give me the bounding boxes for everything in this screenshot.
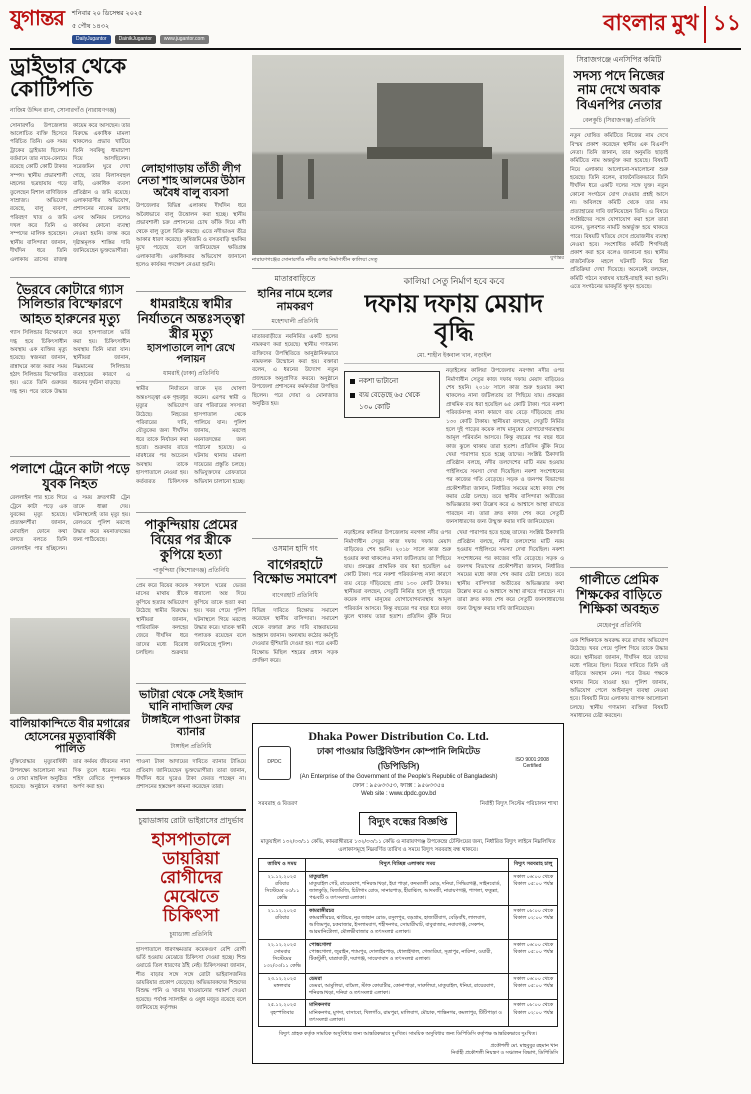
bridge-photo-credit: যুগান্তর [550, 254, 564, 261]
sub1-body: উপজেলার বিভিন্ন এলাকায় দীর্ঘদিন ধরে অবৈধভাবে বালু উত্তোলন করা হচ্ছে। স্থানীয় প্রভাবশালী চক্র প্রশাসনের চোখ ফাঁকি দিয়ে নদী থেকে বালু তুলে বিক্রি করছে। এতে নদীভাঙন তীব্র আকার ধারণ করেছে। কৃষিজমি ও বসতবাড়ি হুমকির মুখে পড়েছে বলে জানিয়েছেন ক্ষতিগ্রস্ত এলাকাবাসী। একাধিকবার অভিযোগ জানানো হলেও কার্যকর পদক্ষেপ নেওয়া হয়নি। [136, 203, 246, 269]
col2-bottom-body: হাসপাতালে ধারণক্ষমতার কয়েকগুণ বেশি রোগী ভর্তি হওয়ায় মেঝেতে চিকিৎসা দেওয়া হচ্ছে। শিশু ওয়ার্ডে তিল ধারণের ঠাঁই নেই। চিকিৎসকরা জানান, শীত বাড়ার সঙ্গে সঙ্গে রোটা ভাইরাসজনিত ডায়রিয়ার প্রকোপ বেড়েছে। অভিভাবকদের শিশুদের বিশুদ্ধ পানি ও খাবার খাওয়ানোর পরামর্শ দেওয়া হয়েছে। পর্যাপ্ত স্যালাইন ও ওষুধ মজুত রয়েছে বলে জানিয়েছে কর্তৃপক্ষ। [136, 946, 246, 1012]
dpdc-sub-en: (An Enterprise of the Government of the People's Republic of Bangladesh) [299, 773, 498, 780]
cell-area-text: মানিকনগর, মুগদা, বাসাবো, খিলগাঁও, রামপুরা, মালিবাগ, মৌচাক, শান্তিনগর, কমলাপুর, টিটিপাড়া ও তৎসংলগ্ন এলাকা। [309, 1009, 502, 1023]
col2-story1-body: স্বামীর নির্যাতনে অন্তঃসত্ত্বা এক গৃহবধূর মৃত্যুর অভিযোগ উঠেছে। নিহতের পরিবারের দাবি, যৌতুকের জন্য দীর্ঘদিন ধরে তাকে নির্যাতন করা হতো। শুক্রবার রাতে মারধরের পর অচেতন অবস্থায় তাকে হাসপাতালে নেওয়া হয়। কর্তব্যরত চিকিৎসক তাকে মৃত ঘোষণা করেন। এরপর স্বামী ও তার পরিবারের সদস্যরা হাসপাতাল থেকে পালিয়ে যান। পুলিশ জানায়, মরদেহ ময়নাতদন্তের জন্য পাঠানো হয়েছে। এ ঘটনায় থানায় মামলা দায়েরের প্রস্তুতি চলছে। অভিযুক্তদের গ্রেফতারে অভিযান চালানো হচ্ছে। [136, 386, 246, 485]
center-body-part: নড়াইলের কালিয়া উপজেলায় নবগঙ্গা নদীর ওপর নির্মাণাধীন সেতুর কাজ দফায় দফায় মেয়াদ বাড়িয়েও শেষ হয়নি। ২০১৮ সালে কাজ শুরু হওয়ার কথা থাকলেও নানা জটিলতায় তা পিছিয়ে যায়। প্রকল্পের প্রাথমিক ব্যয় ধরা হয়েছিল ৬৫ কোটি টাকা। পরে নকশা পরিবর্তনসহ নানা কারণে ব্যয় বেড়ে দাঁড়িয়েছে প্রায় ১৩০ কোটি টাকায়। স্থানীয়রা বলছেন, সেতুটি নির্মিত হলে দুই পাড়ের কয়েক লাখ মানুষের যোগাযোগব্যবস্থায় আমূল পরিবর্তন আসবে। কিন্তু বছরের পর বছর ধরে কাজ ঝুলে থাকায় তারা হতাশ। প্রতিদিন ঝুঁকি নিয়ে খেয়া পারাপার হতে হচ্ছে তাদের। সংশ্লিষ্ট ঠিকাদারি প্রতিষ্ঠান বলছে, নদীর তলদেশের মাটি নরম হওয়ায় পাইলিংয়ে সমস্যা দেখা দিয়েছিল। নকশা সংশোধনের পর কাজের গতি বেড়েছে। সড়ক ও জনপথ বিভাগের প্রকৌশলীরা জানান, নির্ধারিত সময়ের মধ্যে কাজ শেষ করার চেষ্টা চলছে। তবে স্থানীয় বাসিন্দারা অতীতের অভিজ্ঞতার কথা উল্লেখ করে এ আশ্বাসে আস্থা রাখতে পারছেন না। তারা দ্রুত কাজ শেষ করে সেতুটি জনসাধারণের জন্য উন্মুক্ত করার দাবি জানিয়েছেন। [446, 368, 564, 525]
th-date: তারিখ ও সময় [259, 859, 306, 872]
center-byline: মো. শাহীন ইকবাল খান, নড়াইল [344, 350, 564, 364]
table-row [259, 973, 558, 1000]
th-area: বিদ্যুৎ বিচ্ছিন্ন এলাকার সময় [306, 859, 509, 872]
right-story1-body: নতুন ঘোষিত কমিটিতে নিজের নাম দেখে বিস্ময় প্রকাশ করেছেন স্থানীয় এক বিএনপি নেতা। তিনি জানান, তার অনুমতি ছাড়াই কমিটিতে নাম অন্তর্ভুক্ত করা হয়েছে। বিষয়টি নিয়ে এলাকায় আলোচনা-সমালোচনা শুরু হয়েছে। তিনি বলেন, রাজনৈতিকভাবে তিনি দীর্ঘদিন ধরে একটি দলের সঙ্গে যুক্ত। নতুন কোনো সংগঠনে যোগ দেওয়ার প্রশ্নই আসে না। অবিলম্বে কমিটি থেকে তার নাম প্রত্যাহারের দাবি জানিয়েছেন তিনি। এ বিষয়ে সংশ্লিষ্টদের সঙ্গে যোগাযোগ করা হলে তারা বলেন, ভুলবশত নামটি অন্তর্ভুক্ত হয়ে থাকতে পারে। বিষয়টি খতিয়ে দেখে প্রয়োজনীয় ব্যবস্থা নেওয়া হবে। সংশোধিত কমিটি শিগগিরই প্রকাশ করা হবে বলেও জানানো হয়। স্থানীয় রাজনৈতিক মহলে ঘটনাটি নিয়ে মিশ্র প্রতিক্রিয়া দেখা দিয়েছে। অনেকেই বলছেন, কমিটি গঠনে যথাযথ যাচাই-বাছাই করা হয়নি। এতে সংগঠনের ভাবমূর্তি ক্ষুণ্ন হয়েছে। [570, 133, 668, 290]
col2-bottom-kicker: চুয়াডাঙ্গায় রোটা ভাইরাসের প্রাদুর্ভাব [138, 816, 244, 826]
ad-office-right: নির্বাহী বিদ্যুৎ সিস্টেম পরিচালন শাখা [480, 800, 558, 807]
th-restore: বিদ্যুৎ সরবরাহ চালু [509, 859, 558, 872]
page-number: ১১ [704, 6, 741, 43]
bullet-text-2: ব্যয় বেড়েছে ৬৫ থেকে ১৩০ কোটি [359, 391, 421, 411]
cell-area-text: মাতুয়াইল গেট, রায়েরবাগ, শনিরআখড়া, ইয়া পাড়া, কদমতলী মোড়, দনিয়া, সিদ্ধিরগঞ্জ, সাইনবোর্ড, জালকুড়ি, মিজমিজি, চিটাগাং রোড, সানারপাড়, হীরাঝিল, আদমজী, নারায়ণগঞ্জ, পাগলা, ফতুল্লা, পঞ্চবটি ও তৎসংলগ্ন এলাকা। [309, 880, 501, 902]
cell-area [306, 939, 509, 973]
ad-sign-title: নির্বাহী প্রকৌশলী নিয়ন্ত্রণ ও সঞ্চালন বিভাগ, ডিপিডিসি [450, 1050, 558, 1057]
cell-area-text: পোস্তগোলা, জুরাইন, শ্যামপুর, দোলাইরপাড়, ধোলাইখাল, গেন্ডারিয়া, সূত্রাপুর, নারিন্দা, ওয়ারী, টিকাটুলী, যাত্রাবাড়ী, দয়াগঞ্জ, সায়েদাবাদ ও তৎসংলগ্ন এলাকা। [309, 948, 492, 963]
cell-restore: সকাল ০৮:০০ থেকে বিকাল ০২:০০ পর্যন্ত [509, 905, 558, 939]
center-bottom-kicker: ওসমান হাদি গং [272, 543, 318, 553]
ad-sign-name: প্রকৌশলী মো. মাহবুবুর রহমান খান [490, 1042, 558, 1049]
section-title: বাংলার মুখ [603, 10, 699, 35]
table-row [259, 1000, 558, 1027]
cell-area-text: কামরাঙ্গীরচর, ঝাউচর, নুর জাহান রোড, রসুলপুর, বড়গ্রাম, হাজারীবাগ, বেড়িবাঁধ, লালবাগ, আজিমপুর, চকবাজার, ইসলামবাগ, শহীদনগর, সোয়ারীঘাট, বাবুবাজার, নবাবগঞ্জ, সেকশন, আরমানিটোলা, মৌলভীবাজার ও তৎসংলগ্ন এলাকা। [309, 914, 486, 936]
bullet-square-1 [350, 379, 355, 384]
right-story1-headline: সদস্য পদে নিজের নাম দেখে অবাক বিএনপির নেতার [573, 67, 665, 112]
center-body-cont: নড়াইলের কালিয়া উপজেলায় নবগঙ্গা নদীর ওপর নির্মাণাধীন সেতুর কাজ দফায় দফায় মেয়াদ বাড়িয়েও শেষ হয়নি। ২০১৮ সালে কাজ শুরু হওয়ার কথা থাকলেও নানা জটিলতায় তা পিছিয়ে যায়। প্রকল্পের প্রাথমিক ব্যয় ধরা হয়েছিল ৬৫ কোটি টাকা। পরে নকশা পরিবর্তনসহ নানা কারণে ব্যয় বেড়ে দাঁড়িয়েছে প্রায় ১৩০ কোটি টাকায়। স্থানীয়রা বলছেন, সেতুটি নির্মিত হলে দুই পাড়ের কয়েক লাখ মানুষের যোগাযোগব্যবস্থায় আমূল পরিবর্তন আসবে। কিন্তু বছরের পর বছর ধরে কাজ ঝুলে থাকায় তারা হতাশ। প্রতিদিন ঝুঁকি নিয়ে খেয়া পারাপার হতে হচ্ছে তাদের। সংশ্লিষ্ট ঠিকাদারি প্রতিষ্ঠান বলছে, নদীর তলদেশের মাটি নরম হওয়ায় পাইলিংয়ে সমস্যা দেখা দিয়েছিল। নকশা সংশোধনের পর কাজের গতি বেড়েছে। সড়ক ও জনপথ বিভাগের প্রকৌশলীরা জানান, নির্ধারিত সময়ের মধ্যে কাজ শেষ করার চেষ্টা চলছে। তবে স্থানীয় বাসিন্দারা অতীতের অভিজ্ঞতার কথা উল্লেখ করে এ আশ্বাসে আস্থা রাখতে পারছেন না। তারা দ্রুত কাজ শেষ করে সেতুটি জনসাধারণের জন্য উন্মুক্ত করার দাবি জানিয়েছেন। [344, 530, 564, 621]
facebook-icon-2[interactable] [115, 35, 156, 44]
cell-date [259, 973, 306, 1000]
dpdc-title-bn: ঢাকা পাওয়ার ডিস্ট্রিবিউশন কোম্পানি লিমিটেড (ডিপিডিসি) [316, 745, 481, 771]
center-headline: দফায় দফায় মেয়াদ বৃদ্ধি [364, 291, 544, 347]
lead-body: সোনারগাঁও উপজেলার আলোচিত ব্যক্তি হিসেবে পরিচিত তিনি। এক সময় ট্রাকের ড্রাইভার ছিলেন। বর্তমানে তার নামে-বেনামে রয়েছে কোটি কোটি টাকার সম্পদ। স্থানীয় প্রভাবশালী মহলের ছত্রছায়ায় গড়ে তুলেছেন বিশাল বাণিজ্যিক সাম্রাজ্য। অভিযোগ রয়েছে, বালু ব্যবসা, পরিবহণ খাত ও জমি দখল করে তিনি এ সম্পদের মালিক হয়েছেন। স্থানীয় বাসিন্দারা জানান, দীর্ঘদিন ধরে তিনি এলাকায় ত্রাসের রাজত্ব কায়েম করে আসছেন। তার বিরুদ্ধে একাধিক মামলা থাকলেও প্রভাব খাটিয়ে তিনি সবকিছু ধামাচাপা দিয়ে আসছিলেন। সরেজমিন ঘুরে দেখা গেছে, তার বিলাসবহুল বাড়ি, একাধিক ব্যবসা প্রতিষ্ঠান ও জমি রয়েছে। এলাকাবাসীর অভিযোগ, প্রশাসনের নাকের ডগায় এসব অনিয়ম চললেও কার্যকর কোনো ব্যবস্থা নেওয়া হয়নি। তদন্ত করে দৃষ্টান্তমূলক শাস্তির দাবি জানিয়েছেন ভুক্তভোগীরা। [10, 122, 130, 263]
masthead-left [10, 6, 209, 44]
divider-7 [252, 268, 564, 269]
divider-8 [252, 538, 338, 539]
lead-headline: ড্রাইভার থেকে কোটিপতি [10, 53, 127, 102]
bridge-photo-caption: নারায়ণগঞ্জের সোনারগাঁও নদীর ওপর নির্মাণাধীন কালিয়া সেতু [252, 256, 378, 263]
masthead-meta [72, 6, 209, 44]
divider-9 [570, 567, 668, 568]
col1-story1-headline: ভৈরবে কোটারে গ্যাস সিলিন্ডার বিস্ফোরণে আহত হারুনের মৃত্যু [16, 281, 124, 326]
cell-area [306, 871, 509, 905]
col1-photo-caption: বালিয়াকান্দিতে বীর মগারের হোসেনের মৃত্যুবার্ষিকী পালিত [10, 718, 130, 755]
right-story2-body: এক শিক্ষিকাকে অবরুদ্ধ করে রাখার অভিযোগ উঠেছে। খবর পেয়ে পুলিশ গিয়ে তাকে উদ্ধার করে। স্থানীয়রা জানান, দীর্ঘদিন ধরে তাদের মধ্যে পরিচয় ছিল। বিয়ের দাবিতে তিনি ওই বাড়িতে অবস্থান নেন। পরে উভয় পক্ষকে থানায় নিয়ে যাওয়া হয়। পুলিশ জানায়, অভিযোগ পেলে আইনানুগ ব্যবস্থা নেওয়া হবে। বিষয়টি নিয়ে এলাকায় ব্যাপক আলোচনা চলছে। স্থানীয় গণ্যমান্য ব্যক্তিরা বিষয়টি সমাধানের চেষ্টা করছেন। [570, 637, 668, 720]
col2-bottom-headline: হাসপাতালে ডায়রিয়া রোগীদের মেঝেতে চিকিৎসা [151, 830, 231, 926]
col2-story1-sub: হাসপাতালে লাশ রেখে পলায়ন [147, 343, 235, 366]
newspaper-logo: যুগান্তর [10, 6, 64, 30]
outage-table [258, 858, 558, 1027]
cell-area-text: ডেমরা, আমুলিয়া, বামৈল, স্টাফ কোয়ার্টার, কোনাপাড়া, সারুলিয়া, মাতুয়াইল, ধনিয়া, রায়েরবাগ, শনিরআখড়া, দনিয়া ও তৎসংলগ্ন এলাকা। [309, 982, 495, 997]
right-story1-kicker: সিরাজগঞ্জে এনসিপির কমিটি [576, 54, 662, 64]
center-left-byline: মহেশখালী প্রতিনিধি [252, 316, 338, 330]
social-label-1: DailyJugantor [75, 36, 107, 42]
divider-1 [10, 277, 130, 278]
iso-text: ISO 9001:2008 Certified [515, 756, 549, 769]
dpdc-logo [258, 746, 291, 780]
right-story2-headline: গালীতে প্রেমিক শিক্ষকের বাড়িতে শিক্ষিকা অবহৃত [576, 572, 662, 617]
center-bullets [344, 371, 440, 418]
col1-story2-body: রেললাইন পার হতে গিয়ে ট্রেনে কাটা পড়ে এক যুবকের মৃত্যু হয়েছে। প্রত্যক্ষদর্শীরা জানান, মোবাইল ফোনে কথা বলতে বলতে তিনি রেললাইন পার হচ্ছিলেন। এ সময় দ্রুতগামী ট্রেন তাকে ধাক্কা দেয়। ঘটনাস্থলেই তার মৃত্যু হয়। রেলওয়ে পুলিশ মরদেহ উদ্ধার করে ময়নাতদন্তের জন্য পাঠিয়েছে। [10, 495, 130, 552]
divider-6 [136, 809, 246, 811]
bullet-square-2 [350, 393, 355, 398]
right-story2-byline: মেহেরপুর প্রতিনিধি [570, 620, 668, 634]
table-header-row [259, 859, 558, 872]
cell-area [306, 1000, 509, 1027]
column-1 [10, 55, 130, 1085]
col2-bottom-byline: চুয়াডাঙ্গা প্রতিনিধি [136, 929, 246, 943]
sub1-headline: লোহাগাড়ায় তাঁতী লীগ নেতা শাহ আলমের উঠান অবৈধ বালু ব্যবসা [136, 162, 245, 200]
cell-date [259, 905, 306, 939]
divider-4 [136, 512, 246, 513]
center-bottom-byline: বাগেরহাট প্রতিনিধি [252, 590, 338, 604]
col1-last-body: মুক্তিযোদ্ধার মৃত্যুবার্ষিকী উপলক্ষ্যে আলোচনা সভা ও দোয়া মাহফিল অনুষ্ঠিত হয়েছে। অনুষ্ঠানে বক্তারা তার কর্মময় জীবনের নানা দিক তুলে ধরেন। পরে শহিদ বেদিতে পুষ্পস্তবক অর্পণ করা হয়। [10, 759, 130, 791]
ad-signature [258, 1043, 558, 1058]
dpdc-head [299, 729, 498, 797]
cell-date-text: ২৩.১২.২০২৫ মঙ্গলবার [267, 975, 297, 989]
column-2 [136, 55, 246, 1085]
col2-story3-body: পাওনা টাকা আদায়ের দাবিতে ব্যানার টাঙিয়ে প্রতিবাদ জানিয়েছেন ভুক্তভোগীরা। তারা জানান, দীর্ঘদিন ধরে ঘুরেও টাকা ফেরত পাচ্ছেন না। প্রশাসনের হস্তক্ষেপ কামনা করেছেন তারা। [136, 759, 246, 791]
cell-restore: সকাল ০৬:০০ থেকে বিকাল ০৫:০০ পর্যন্ত [509, 871, 558, 905]
cell-area-title: পোস্তগোলা [309, 941, 332, 948]
cell-date [259, 1000, 306, 1027]
ad-footer-note: বিদ্যুৎ গ্রাহক কর্তৃক সাময়িক অসুবিধার জন্য আন্তরিকভাবে দুঃখিত। সাময়িক অসুবিধার জন্য ডিপিডিসি কর্তৃপক্ষ আন্তরিকভাবে দুঃখিত। [278, 1031, 538, 1038]
center-left-headline: হানির নামে হলের নামকরণ [257, 288, 333, 313]
cell-date [259, 939, 306, 973]
divider-3 [136, 291, 246, 292]
col2-story2-byline: পাকুন্দিয়া (কিশোরগঞ্জ) প্রতিনিধি [136, 565, 246, 579]
table-row [259, 905, 558, 939]
cell-date-text: ২২.১২.২০২৫ সোমবার [267, 941, 297, 955]
social-label-2: DainikJugantor [118, 36, 152, 42]
col2-story1-byline: ধামরাই (ঢাকা) প্রতিনিধি [136, 368, 246, 382]
column-4 [570, 55, 668, 1085]
dpdc-phone: ফোন : ৯৫৬৩৩৫৩, ফ্যাক্স : ৯৫৬৩৩৫৪ [352, 782, 445, 789]
iso-badge [506, 757, 558, 769]
divider-2 [10, 456, 130, 457]
center-left-kicker: মাতারবাড়িতে [274, 274, 316, 284]
cell-date-text: ২১.১২.২০২৫ রবিবার [267, 873, 297, 887]
right-story1-byline: বেলকুচি (সিরাজগঞ্জ) প্রতিনিধি [570, 115, 668, 129]
cell-area-title: মানিকনগর [309, 1002, 331, 1009]
cell-area [306, 905, 509, 939]
dpdc-logo-text: DPDC [267, 759, 282, 766]
cell-date [259, 871, 306, 905]
masthead [10, 6, 741, 50]
bridge-photo [252, 55, 564, 255]
ad-notice-title: বিদ্যুৎ বন্ধের বিজ্ঞপ্তি [359, 812, 456, 835]
cell-date-text: ২৫.১২.২০২৫ বৃহস্পতিবার [267, 1002, 297, 1016]
col2-story1-headline: ধামরাইয়ে স্বামীর নির্যাতনে অন্তঃসত্ত্বা স্ত্রীর মৃত্যু [137, 296, 245, 341]
ad-intro: মাতুয়াইল ১৩২/৩৩/১১ কেভি, কামরাঙ্গীরচর ১৩২/৩৩/১১ কেভি ও নারায়ণগঞ্জ উপকেন্দ্রে টেস্টিংয়ের জন্য, নির্ধারিত বিদ্যুৎ লাইনে নিম্নলিখিত এলাকাসমূহে নিম্নবর্ণিত তারিখ ও সময়ে বিদ্যুৎ সরবরাহ বন্ধ থাকবে। [260, 838, 556, 853]
center-bottom-body: বিভিন্ন দাবিতে বিক্ষোভ সমাবেশ করেছেন স্থানীয় বাসিন্দারা। সমাবেশ থেকে বক্তারা দ্রুত দাবি বাস্তবায়নের আহ্বান জানান। অন্যথায় কঠোর কর্মসূচি দেওয়ার হুঁশিয়ারি দেওয়া হয়। পরে একটি বিক্ষোভ মিছিল শহরের প্রধান সড়ক প্রদক্ষিণ করে। [252, 607, 338, 665]
cell-area [306, 973, 509, 1000]
column-3 [252, 55, 564, 1085]
cell-area-title: কামরাঙ্গীরচর [309, 907, 334, 914]
cell-date-sub: সিস্টেমের ৩৩/১১ কেভি [264, 888, 300, 902]
lead-byline: নাজিম উদ্দিন রানা, সোনারগাঁও (নারায়ণগঞ্জ) [10, 105, 130, 119]
social-links [72, 35, 209, 44]
dpdc-web[interactable]: Web site : www.dpdc.gov.bd [361, 790, 436, 797]
center-left-body: মাতারবাড়ীতে নবনির্মিত একটি হলের নামকরণ করা হয়েছে। স্থানীয় গণ্যমান্য ব্যক্তিদের উপস্থিতিতে আনুষ্ঠানিকভাবে নামফলক উন্মোচন করা হয়। বক্তারা বলেন, এ ধরনের উদ্যোগ নতুন প্রজন্মকে অনুপ্রাণিত করবে। অনুষ্ঠানে উপজেলা প্রশাসনের কর্মকর্তারা উপস্থিত ছিলেন। পরে দোয়া ও মোনাজাত অনুষ্ঠিত হয়। [252, 333, 338, 407]
globe-icon[interactable] [160, 35, 209, 44]
date-line-1: শনিবার ২০ ডিসেম্বর ২০২৫ [71, 10, 143, 17]
center-kicker: কালিয়া সেতু নির্মাণ হবে কবে [403, 276, 505, 287]
cell-restore: সকাল ০৮:০০ থেকে বিকাল ০২:০০ পর্যন্ত [509, 1000, 558, 1027]
social-label-3: www.jugantor.com [163, 36, 205, 42]
cell-date-sub: সিস্টেমের ১৩২/৩৩/১১ কেভি [263, 956, 301, 970]
col2-story3-headline: ভাটারা থেকে সেই ইজাদ ঘানি নাদাজিল ফের টাঙ্গাইলে পাওনা টাকার ব্যানার [139, 689, 243, 739]
cell-area-title: মাতুয়াইল [309, 873, 328, 880]
col1-story1-body: গ্যাস সিলিন্ডার বিস্ফোরণে দগ্ধ হয়ে চিকিৎসাধীন অবস্থায় এক ব্যক্তির মৃত্যু হয়েছে। স্বজনরা জানান, রান্নাঘরে কাজ করার সময় হঠাৎ সিলিন্ডার বিস্ফোরিত হয়। এতে তিনি গুরুতর দগ্ধ হন। পরে তাকে উদ্ধার করে হাসপাতালে ভর্তি করা হয়। চিকিৎসাধীন অবস্থায় তিনি মারা যান। স্থানীয়রা জানান, নিম্নমানের সিলিন্ডার ব্যবহারের কারণে এ ধরনের দুর্ঘটনা বাড়ছে। [10, 330, 130, 395]
dpdc-title-en: Dhaka Power Distribution Co. Ltd. [308, 728, 489, 743]
table-row [259, 871, 558, 905]
center-bottom-headline: বাগেরহাটে বিক্ষোভ সমাবেশ [253, 556, 337, 587]
cell-restore: সকাল ০৬:০০ থেকে বিকাল ০৫:০০ পর্যন্ত [509, 939, 558, 973]
date-line-2: ৫ পৌষ ১৪৩২ [71, 22, 110, 30]
col2-story3-byline: টাঙ্গাইল প্রতিনিধি [136, 741, 246, 755]
content-grid [10, 55, 741, 1085]
cell-restore: সকাল ০৬:০০ থেকে বিকাল ০৫:০০ পর্যন্ত [509, 973, 558, 1000]
cell-date-text: ২১.১২.২০২৫ রবিবার [267, 907, 297, 921]
ad-office-left: সরবরাহ ও বিতরণ [258, 800, 298, 807]
divider-5 [136, 683, 246, 684]
bullet-text-1: নকশা ভাটানো [359, 377, 399, 386]
facebook-icon-1[interactable] [72, 35, 111, 44]
col2-story2-headline: পাকুন্দিয়ায় প্রেমের বিয়ের পর স্ত্রীকে কুপিয়ে হত্যা [144, 517, 238, 562]
col1-story2-headline: পলাশে ট্রেনে কাটা পড়ে যুবক নিহত [10, 461, 130, 491]
rally-photo [10, 618, 130, 714]
dpdc-advertisement [252, 723, 564, 1064]
masthead-right [603, 6, 741, 43]
cell-area-title: ডেমরা [309, 975, 322, 982]
table-row [259, 939, 558, 973]
col2-story2-body: প্রেম করে বিয়ের কয়েক মাসের মাথায় স্ত্রীকে কুপিয়ে হত্যার অভিযোগ উঠেছে স্বামীর বিরুদ্ধে। স্থানীয়রা জানান, পারিবারিক কলহের জেরে দীর্ঘদিন ধরে তাদের মধ্যে বিরোধ চলছিল। শুক্রবার সকালে ঘরের ভেতর ধারালো অস্ত্র দিয়ে কুপিয়ে তাকে হত্যা করা হয়। খবর পেয়ে পুলিশ ঘটনাস্থলে গিয়ে মরদেহ উদ্ধার করে। ঘাতক স্বামী পলাতক রয়েছেন বলে জানিয়েছে পুলিশ। [136, 583, 246, 657]
